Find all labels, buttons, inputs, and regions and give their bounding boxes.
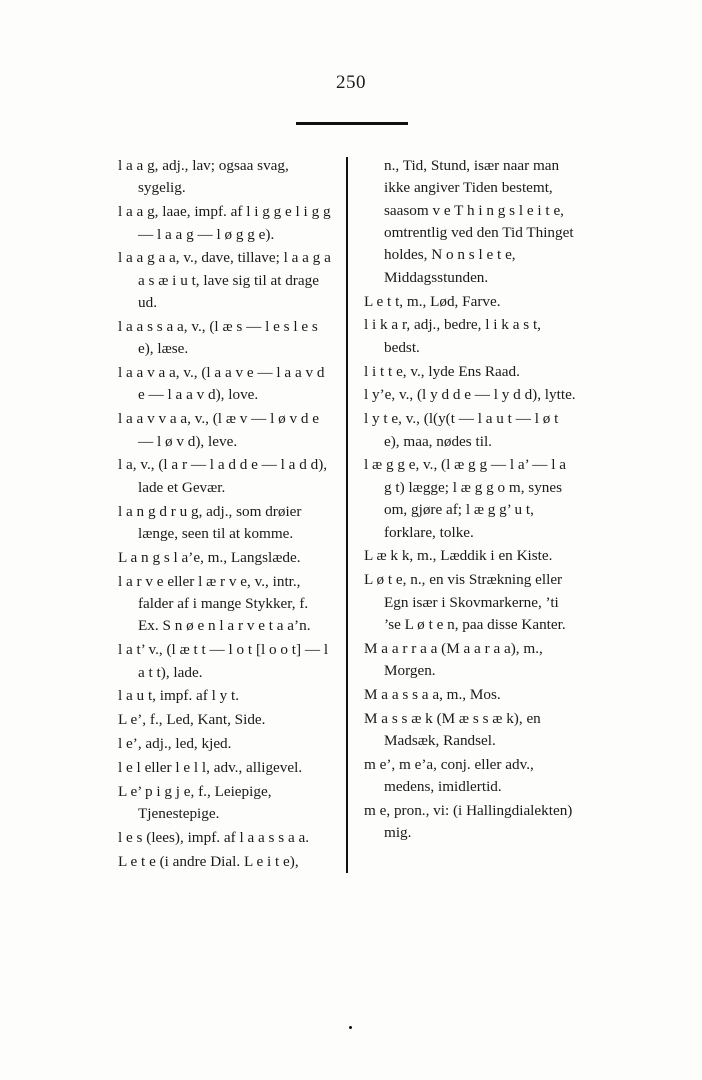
dictionary-entry: m e’, m e’a, conj. eller adv., medens, imidlertid. [364, 755, 534, 796]
dictionary-entry: L e’, f., Led, Kant, Side. [118, 711, 266, 729]
dictionary-entry: m e, pron., vi: (i Hallingdialekten) mig. [364, 802, 573, 842]
dictionary-entry: l y t e, v., (l(y(t — l a u t — l ø t e), maa, nødes til. [364, 410, 559, 450]
right-column [348, 155, 576, 846]
dictionary-entry: M a s s æ k (M æ s s æ k), en Madsæk, Randsel. [364, 709, 541, 750]
dictionary-entry: l a a g, laae, impf. af l i g g e l i g g — l a a g — l ø g g e). [118, 203, 331, 243]
dictionary-entry: L e t e (i andre Dial. L e i t e), [118, 852, 299, 870]
dictionary-entry: l i k a r, adj., bedre, l i k a s t, bedst. [364, 316, 541, 356]
dictionary-entry: L ø t e, n., en vis Strækning eller Egn især i Skovmarkerne, ’ti ’se L ø t e n, paa disse Kanter. [364, 571, 566, 633]
dictionary-entry: L e’ p i g j e, f., Leiepige, Tjenestepige. [118, 782, 272, 823]
dictionary-entry: l e l eller l e l l, adv., alligevel. [118, 758, 303, 776]
dictionary-entry: l a a v a a, v., (l a a v e — l a a v d e — l a a v d), love. [118, 364, 325, 404]
dictionary-entry: L æ k k, m., Læddik i en Kiste. [364, 547, 553, 565]
dictionary-entry: l a a g, adj., lav; ogsaa svag, sygelig. [118, 157, 289, 197]
dictionary-entry: l a u t, impf. af l y t. [118, 687, 240, 705]
dictionary-entry: l y’e, v., (l y d d e — l y d d), lytte. [364, 386, 576, 404]
dictionary-entry: l æ g g e, v., (l æ g g — l a’ — l a g t) lægge; l æ g g o m, synes om, gjøre af; l æ g g’ u t, forklare, tolke. [364, 456, 567, 541]
dictionary-entry: l a a s s a a, v., (l æ s — l e s l e s e), læse. [118, 317, 318, 358]
dictionary-entry: M a a s s a a, m., Mos. [364, 685, 501, 703]
dictionary-entry: l a t’ v., (l æ t t — l o t [l o o t] — l a t t), lade. [118, 641, 329, 681]
left-column [118, 155, 346, 875]
dictionary-entry: l a a v v a a, v., (l æ v — l ø v d e — l ø v d), leve. [118, 410, 320, 450]
header-rule [296, 122, 408, 125]
dictionary-entry: l a a g a a, v., dave, tillave; l a a g a a s æ i u t, lave sig til at drage ud. [118, 249, 331, 312]
dictionary-entry: l i t t e, v., lyde Ens Raad. [364, 362, 520, 380]
two-column-body [118, 155, 588, 875]
dictionary-entry: L e t t, m., Lød, Farve. [364, 292, 501, 310]
dictionary-entry: l a n g d r u g, adj., som drøier længe, seen til at komme. [118, 502, 302, 542]
dictionary-entry: l a, v., (l a r — l a d d e — l a d d), lade et Gevær. [118, 456, 328, 496]
dictionary-entry: l e s (lees), impf. af l a a s s a a. [118, 828, 310, 846]
dictionary-entry: l e’, adj., led, kjed. [118, 735, 232, 753]
dictionary-entry-continuation: n., Tid, Stund, især naar man ikke angiver Tiden bestemt, saasom v e T h i n g s l e i t e, omtrentlig ved den Tid Thinget holdes, N o n s l e t e, Middagsstunden. [384, 157, 574, 286]
page-number: 250 [336, 72, 366, 93]
page-bottom-mark [349, 1026, 352, 1029]
dictionary-entry: L a n g s l a’e, m., Langslæde. [118, 548, 301, 566]
dictionary-entry: M a a r r a a (M a a r a a), m., Morgen. [364, 639, 543, 680]
dictionary-entry: l a r v e eller l æ r v e, v., intr., falder af i mange Stykker, f. Ex. S n ø e n l a r v e t a a’n. [118, 572, 311, 635]
